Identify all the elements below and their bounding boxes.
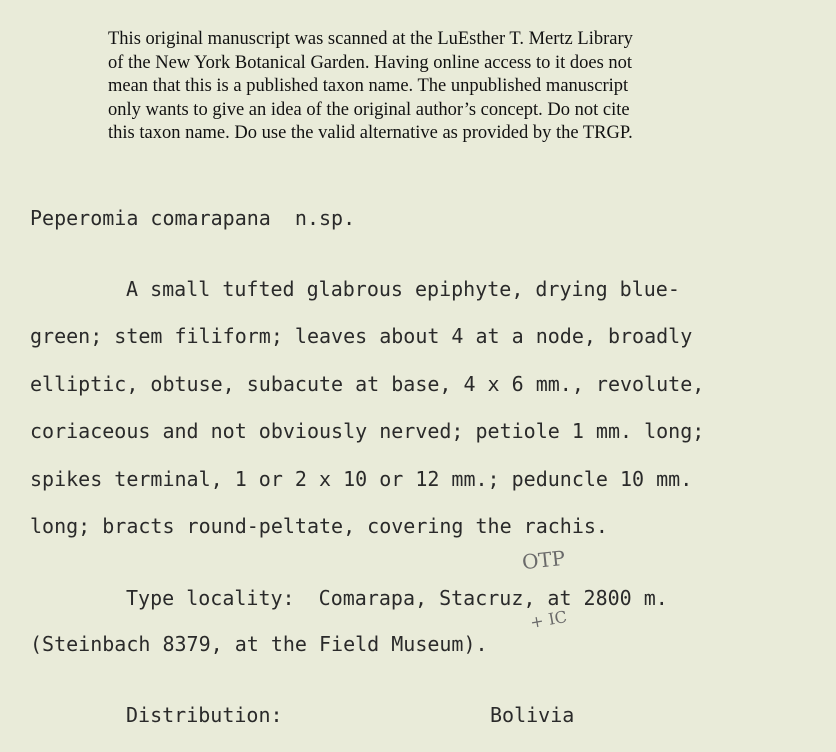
- notice-line: This original manuscript was scanned at the LuEsther T. Mertz Library: [108, 29, 633, 49]
- handwritten-note-otp: OTP: [520, 545, 567, 575]
- species-title: Peperomia comarapana n.sp.: [30, 206, 356, 230]
- distribution-value: Bolivia: [490, 703, 575, 727]
- notice-line: of the New York Botanical Garden. Having online access to it does not: [108, 52, 633, 73]
- description-line: elliptic, obtuse, subacute at base, 4 x 6 mm., revolute,: [30, 372, 705, 396]
- distribution-label: Distribution:: [126, 703, 283, 727]
- notice-line: this taxon name. Do use the valid alternative as provided by the TRGP.: [108, 123, 633, 143]
- description-line: green; stem filiform; leaves about 4 at a node, broadly: [30, 324, 693, 348]
- description-line: A small tufted glabrous epiphyte, drying blue-: [126, 277, 680, 301]
- notice-line: mean that this is a published taxon name. The unpublished manuscript: [108, 76, 629, 96]
- library-notice: [108, 28, 748, 146]
- description-line: long; bracts round-peltate, covering the rachis.: [30, 514, 608, 538]
- description-line: coriaceous and not obviously nerved; petiole 1 mm. long;: [30, 419, 705, 443]
- type-locality-line: (Steinbach 8379, at the Field Museum).: [30, 632, 488, 656]
- description-line: spikes terminal, 1 or 2 x 10 or 12 mm.; peduncle 10 mm.: [30, 467, 693, 491]
- notice-line: only wants to give an idea of the original author’s concept. Do not cite: [108, 99, 630, 120]
- type-locality-line: Type locality: Comarapa, Stacruz, at 2800 m.: [126, 586, 668, 610]
- handwritten-note-ic: + IC: [528, 606, 569, 633]
